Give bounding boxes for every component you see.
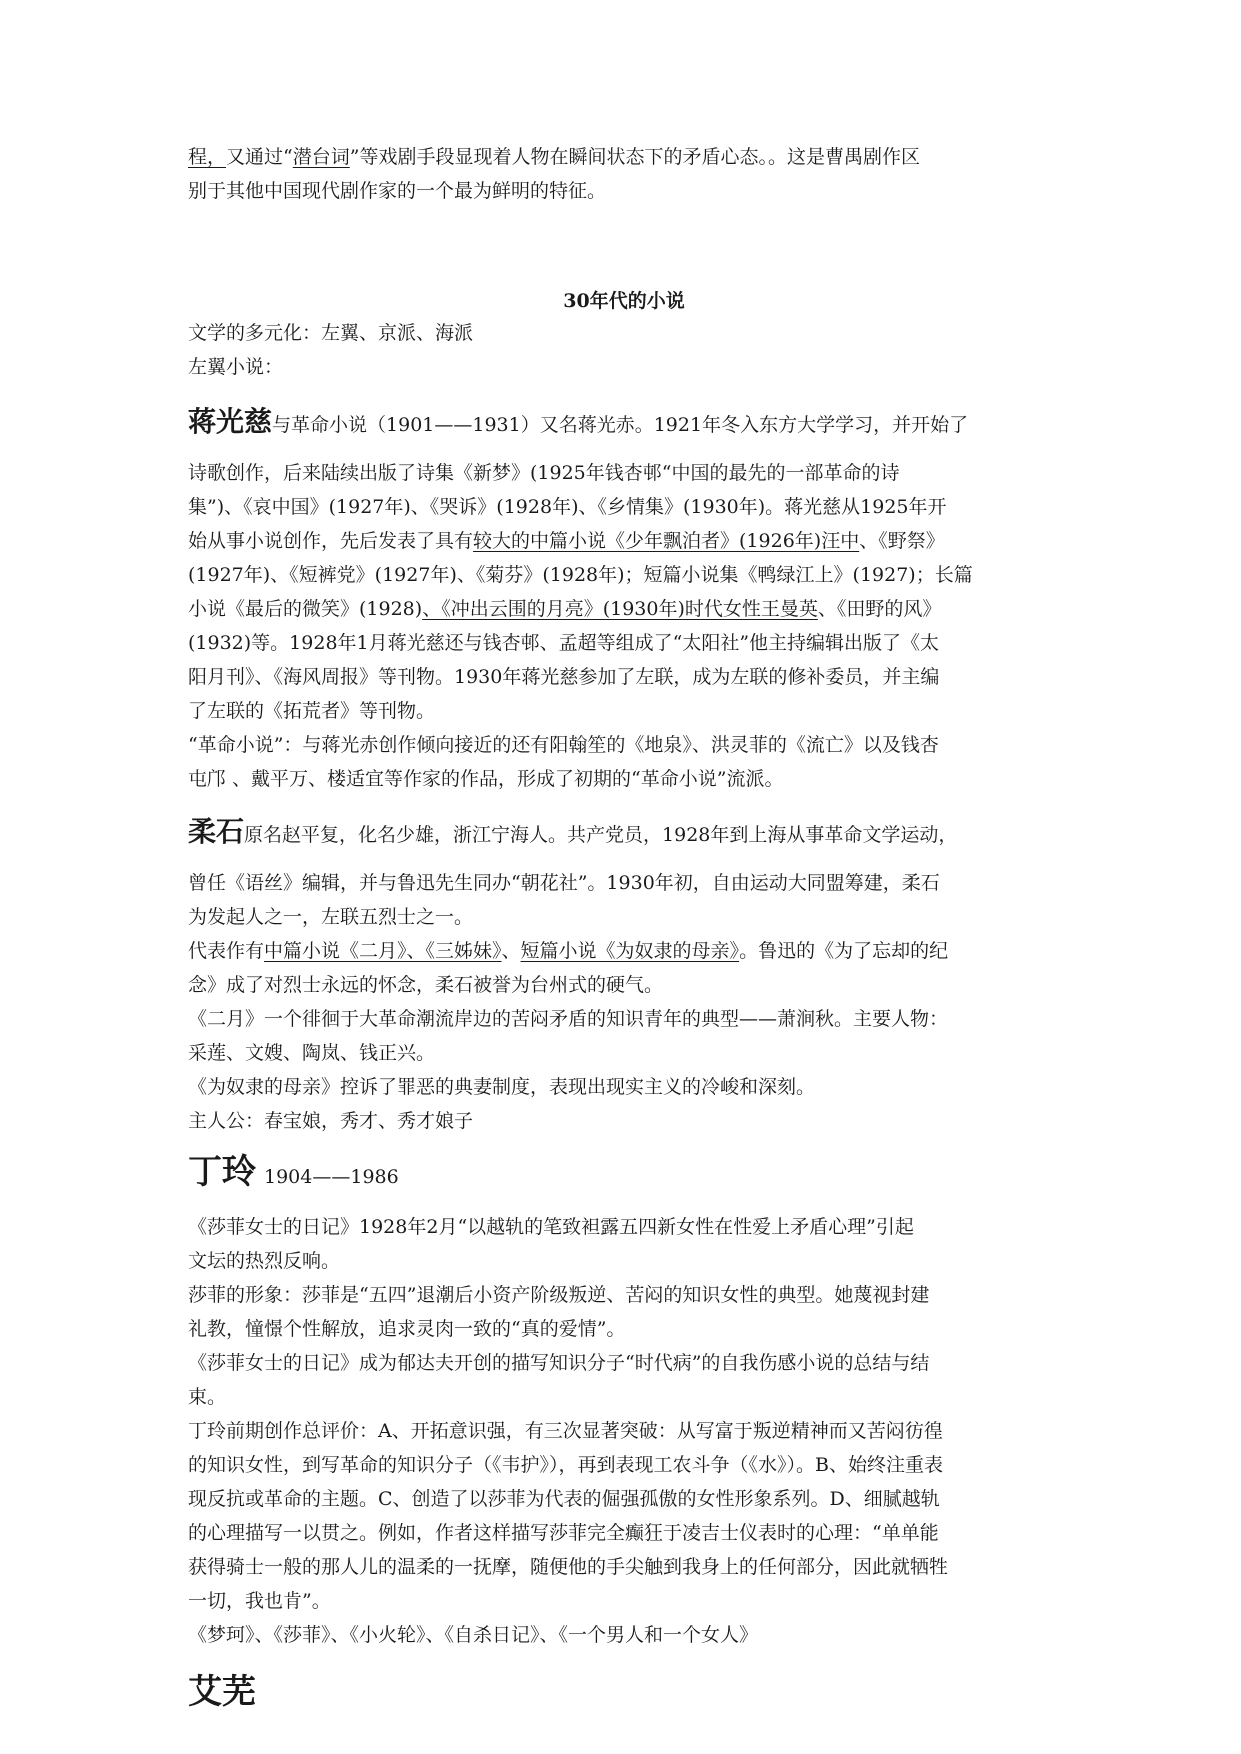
ding-line: 莎菲的形象：莎菲是“五四”退潮后小资产阶级叛逆、苦闷的知识女性的典型。她蔑视封建 xyxy=(188,1284,930,1306)
jiang-line: “革命小说”：与蒋光赤创作倾向接近的还有阳翰笙的《地泉》、洪灵菲的《流亡》以及钱杏 xyxy=(188,734,939,756)
ding-line: 《莎菲女士的日记》成为郁达夫开创的描写知识分子“时代病”的自我伤感小说的总结与结 xyxy=(188,1352,930,1374)
jiang-line: (1932)等。1928年1月蒋光慈还与钱杏邨、孟超等组成了“太阳社”他主持编辑出版了《太 xyxy=(188,632,940,654)
jiang-lead-text: 与革命小说（1901——1931）又名蒋光赤。1921年冬入东方大学学习，并开始了 xyxy=(272,414,969,436)
rou-lead-text: 原名赵平复，化名少雄，浙江宁海人。共产党员，1928年到上海从事革命文学运动， xyxy=(244,824,958,846)
text-run: ”等戏剧手段显现着人物在瞬间状态下的矛盾心态。。这是曹禺剧作区 xyxy=(349,146,920,168)
underlined-text: 、《冲出云围的月亮》(1930年)时代女性王曼英 xyxy=(422,598,818,620)
overview-line-2: 左翼小说： xyxy=(188,356,284,378)
rou-line: 曾任《语丝》编辑，并与鲁迅先生同办“朝花社”。1930年初，自由运动大同盟筹建，柔石 xyxy=(188,872,940,894)
ding-line: 《梦珂》、《莎菲》、《小火轮》、《自杀日记》、《一个男人和一个女人》 xyxy=(188,1624,759,1646)
jiang-heading-line xyxy=(188,400,1060,444)
rou-heading-line xyxy=(188,810,1060,854)
text-run: 小说《最后的微笑》(1928) xyxy=(188,598,423,620)
ding-line: 的知识女性，到写革命的知识分子（《韦护》），再到表现工农斗争（《水》）。B、始终注重表 xyxy=(188,1454,943,1476)
document-page xyxy=(188,140,1060,1718)
rou-line: 《为奴隶的母亲》控诉了罪恶的典妻制度，表现出现实主义的冷峻和深刻。 xyxy=(188,1076,816,1098)
underlined-text: 较大的中篇小说《少年飘泊者》(1926年)汪中 xyxy=(473,530,860,552)
author-name-ding: 丁玲 xyxy=(188,1152,256,1192)
ding-line: 束。 xyxy=(188,1386,227,1408)
jiang-line: 了左联的《拓荒者》等刊物。 xyxy=(188,700,436,722)
jiang-line: 集”)、《哀中国》(1927年)、《哭诉》(1928年)、《乡情集》(1930年)。蒋光慈从1925年开 xyxy=(188,496,947,518)
ding-line: 文坛的热烈反响。 xyxy=(188,1250,341,1272)
text-run: 代表作有 xyxy=(188,940,265,962)
jiang-line xyxy=(188,524,1060,558)
ding-line: 一切，我也肯”。 xyxy=(188,1590,331,1612)
ding-line: 礼教，憧憬个性解放，追求灵肉一致的“真的爱情”。 xyxy=(188,1318,626,1340)
author-name-rou: 柔石 xyxy=(188,815,245,848)
ding-line: 获得骑士一般的那人儿的温柔的一抚摩，随便他的手尖触到我身上的任何部分，因此就牺牲 xyxy=(188,1556,949,1578)
author-name-jiang: 蒋光慈 xyxy=(188,405,273,438)
rou-line: 《二月》一个徘徊于大革命潮流岸边的苦闷矛盾的知识青年的典型——萧涧秋。主要人物： xyxy=(188,1008,949,1030)
ding-line: 的心理描写一以贯之。例如，作者这样描写莎菲完全癫狂于凌吉士仪表时的心理：“单单能 xyxy=(188,1522,939,1544)
text-run: 、《田野的风》 xyxy=(817,598,942,620)
rou-line: 为发起人之一，左联五烈士之一。 xyxy=(188,906,474,928)
rou-line: 念》成了对烈士永远的怀念，柔石被誉为台州式的硬气。 xyxy=(188,974,664,996)
jiang-line: 阳月刊》、《海风周报》等刊物。1930年蒋光慈参加了左联，成为左联的修补委员，并主编 xyxy=(188,666,940,688)
jiang-line: 诗歌创作，后来陆续出版了诗集《新梦》(1925年钱杏邨“中国的最先的一部革命的诗 xyxy=(188,462,900,484)
ding-line: 现反抗或革命的主题。C、创造了以莎菲为代表的倔强孤傲的女性形象系列。D、细腻越轨 xyxy=(188,1488,940,1510)
ding-line: 《莎菲女士的日记》1928年2月“以越轨的笔致袒露五四新女性在性爱上矛盾心理”引起 xyxy=(188,1216,914,1238)
ding-heading-line xyxy=(188,1146,1060,1198)
text-run: 、《野祭》 xyxy=(859,530,945,552)
jiang-line: 屯邝 、戴平万、楼适宜等作家的作品，形成了初期的“革命小说”流派。 xyxy=(188,768,784,790)
section-title: 30年代的小说 xyxy=(563,290,685,312)
jiang-line: (1927年)、《短裤党》(1927年)、《菊芬》(1928年)；短篇小说集《鸭绿江上》(1927)；长篇 xyxy=(188,564,973,586)
text-run: 始从事小说创作，先后发表了具有 xyxy=(188,530,474,552)
ding-line: 丁玲前期创作总评价：A、开拓意识强，有三次显著突破：从写富于叛逆精神而又苦闷彷徨 xyxy=(188,1420,943,1442)
overview-line-1: 文学的多元化：左翼、京派、海派 xyxy=(188,322,474,344)
intro-paragraph-2: 别于其他中国现代剧作家的一个最为鲜明的特征。 xyxy=(188,180,607,202)
rou-line: 主人公：春宝娘，秀才、秀才娘子 xyxy=(188,1110,474,1132)
jiang-line xyxy=(188,592,1060,626)
ding-years: 1904——1986 xyxy=(264,1166,399,1188)
author-name-ai: 艾芜 xyxy=(188,1672,256,1712)
underlined-text: 潜台词 xyxy=(292,146,350,168)
rou-line xyxy=(188,934,1060,968)
intro-paragraph xyxy=(188,140,1060,174)
text-run: 、 xyxy=(501,940,521,962)
text-run: 又通过“ xyxy=(226,146,293,168)
text-run: 。鲁迅的《为了忘却的纪 xyxy=(739,940,949,962)
ai-heading-line xyxy=(188,1666,1060,1718)
rou-line: 采莲、文嫂、陶岚、钱正兴。 xyxy=(188,1042,436,1064)
underlined-text: 中篇小说《二月》、《三姊妹》 xyxy=(264,940,502,962)
underlined-text: 短篇小说《为奴隶的母亲》 xyxy=(520,940,740,962)
underlined-text: 程， xyxy=(188,146,227,168)
